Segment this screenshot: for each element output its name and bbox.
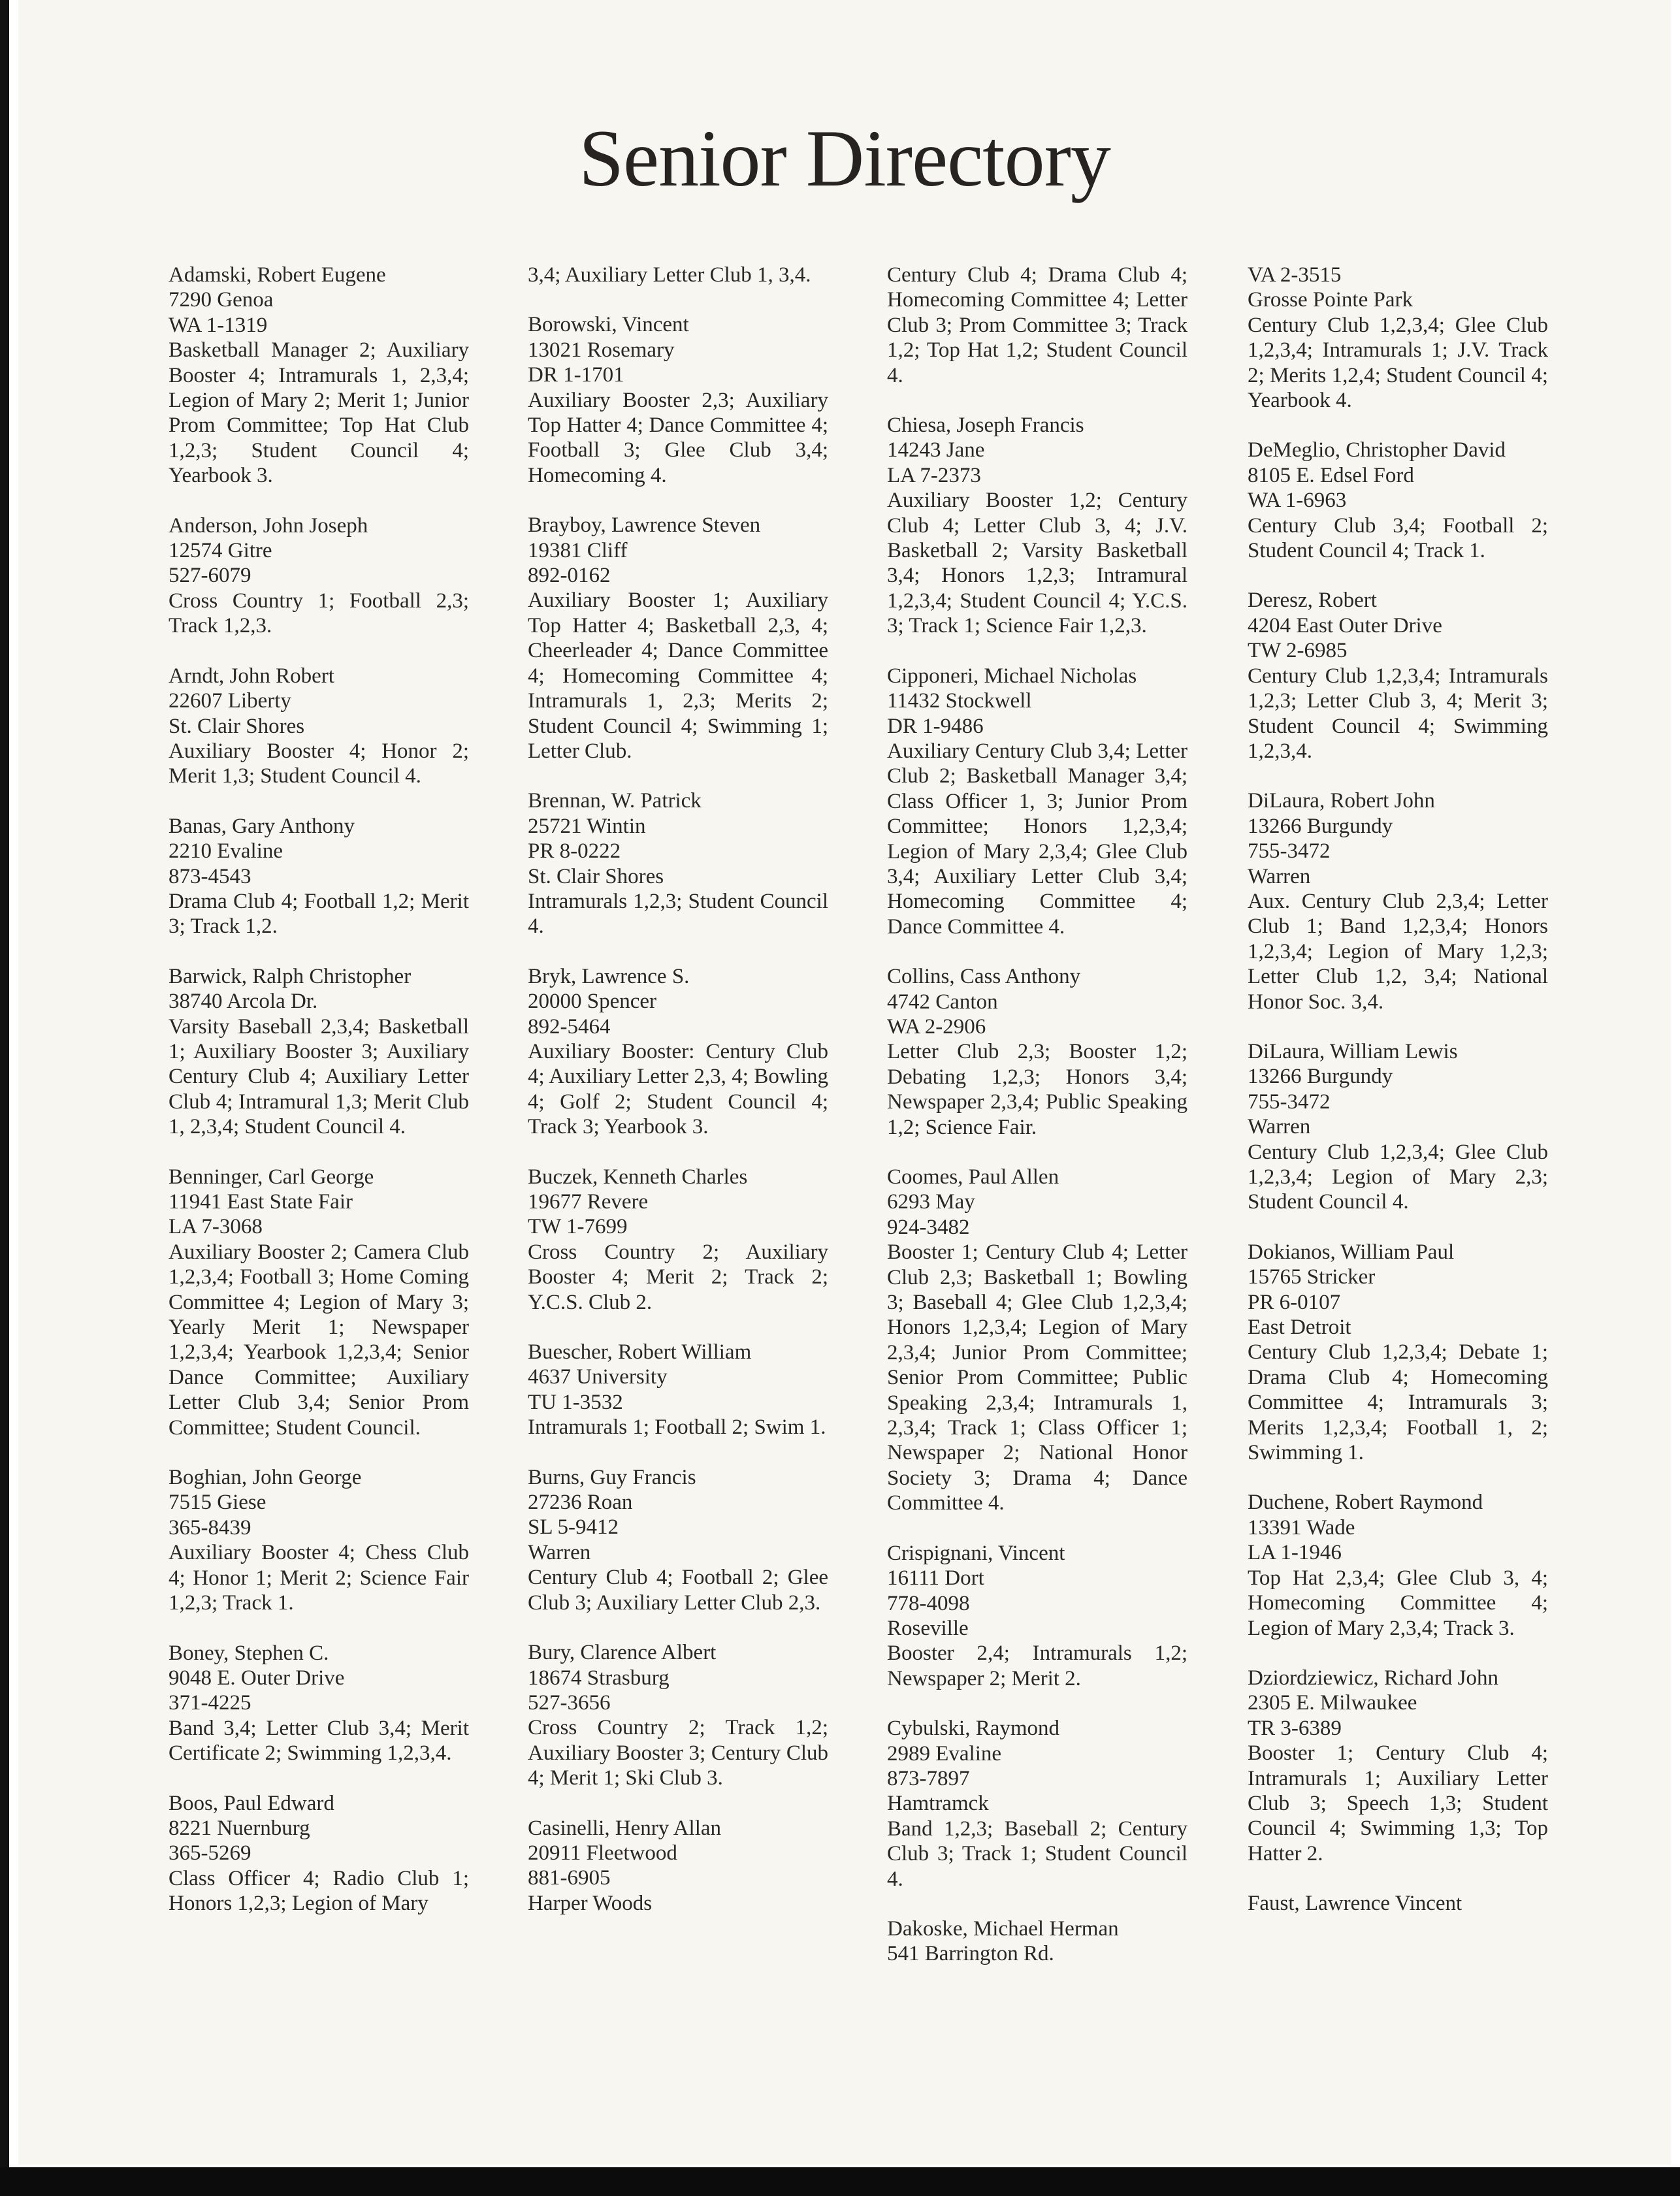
- student-name: Buescher, Robert William: [528, 1340, 752, 1364]
- student-name: Deresz, Robert: [1248, 589, 1377, 613]
- student-name: Boghian, John George: [169, 1466, 362, 1490]
- contact-line: TW 1-7699: [528, 1215, 628, 1239]
- student-name: Adamski, Robert Eugene: [169, 263, 386, 287]
- directory-entry: [528, 1816, 828, 1916]
- contact-line: Harper Woods: [528, 1891, 653, 1915]
- contact-line: 7290 Genoa: [169, 288, 274, 312]
- contact-line: 9048 E. Outer Drive: [169, 1666, 345, 1690]
- student-name: Bury, Clarence Albert: [528, 1641, 717, 1665]
- activities-text: Varsity Baseball 2,3,4; Basketball 1; Auxiliary Booster 3; Auxiliary Century Club 4; Auxiliary Letter Club 4; Intramural 1,3; Merit Club 1, 2,3,4; Student Council 4.: [169, 1014, 469, 1139]
- directory-entry: [1248, 263, 1548, 413]
- student-name: Collins, Cass Anthony: [887, 965, 1081, 989]
- contact-line: St. Clair Shores: [528, 864, 664, 888]
- contact-line: Warren: [528, 1540, 591, 1564]
- contact-line: 18674 Strasburg: [528, 1666, 670, 1690]
- contact-line: 892-0162: [528, 564, 611, 588]
- contact-line: 755-3472: [1248, 1090, 1331, 1114]
- contact-line: 892-5464: [528, 1014, 611, 1039]
- activities-text: Auxiliary Booster 1,2; Century Club 4; Letter Club 3, 4; J.V. Basketball 2; Varsity Basketball 3,4; Honors 1,2,3; Intramural 1,2,3,4; Student Council 4; Y.C.S. 3; Track 1; Science Fair 1,2,3.: [887, 489, 1187, 638]
- contact-line: 2210 Evaline: [169, 839, 283, 864]
- activities-text: Intramurals 1; Football 2; Swim 1.: [528, 1415, 826, 1440]
- student-name: Dziordziewicz, Richard John: [1248, 1666, 1498, 1690]
- contact-line: 2989 Evaline: [887, 1741, 1002, 1766]
- directory-entry: [1248, 1240, 1548, 1466]
- contact-line: 20000 Spencer: [528, 990, 657, 1014]
- contact-line: 7515 Giese: [169, 1491, 267, 1515]
- activities-text: Auxiliary Booster: Century Club 4; Auxiliary Letter 2,3, 4; Bowling 4; Golf 2; Student Council 4; Track 3; Yearbook 3.: [528, 1039, 828, 1139]
- directory-entry: [169, 1165, 469, 1440]
- contact-line: 365-8439: [169, 1515, 251, 1540]
- student-name: Borowski, Vincent: [528, 313, 689, 337]
- contact-line: 8221 Nuernburg: [169, 1816, 310, 1840]
- contact-line: DR 1-1701: [528, 363, 624, 387]
- activities-text: Century Club 1,2,3,4; Glee Club 1,2,3,4; Intramurals 1; J.V. Track 2; Merits 1,2,4; Student Council 4; Yearbook 4.: [1248, 313, 1548, 413]
- directory-entry: [887, 1716, 1187, 1892]
- contact-line: 4742 Canton: [887, 990, 998, 1014]
- student-name: Bryk, Lawrence S.: [528, 964, 690, 988]
- activities-text: Century Club 4; Drama Club 4; Homecoming Committee 4; Letter Club 3; Prom Committee 3; Track 1,2; Top Hat 1,2; Student Council 4.: [887, 263, 1187, 387]
- activities-text: Auxiliary Century Club 3,4; Letter Club 2; Basketball Manager 3,4; Class Officer 1, 3; Junior Prom Committee; Honors 1,2,3,4; Legion of Mary 2,3,4; Glee Club 3,4; Auxiliary Letter Club 3,4; Homecoming Committee 4; Dance Committee 4.: [887, 739, 1187, 939]
- contact-line: 924-3482: [887, 1215, 970, 1239]
- directory-entry: [1248, 438, 1548, 563]
- contact-line: 873-4543: [169, 864, 251, 888]
- directory-entry: [169, 814, 469, 939]
- student-name: Brennan, W. Patrick: [528, 789, 702, 813]
- activities-text: Band 3,4; Letter Club 3,4; Merit Certificate 2; Swimming 1,2,3,4.: [169, 1716, 469, 1766]
- activities-text: Century Club 1,2,3,4; Debate 1; Drama Club 4; Homecoming Committee 4; Intramurals 3; Merits 1,2,3,4; Football 1, 2; Swimming 1.: [1248, 1340, 1548, 1465]
- contact-line: 11941 East State Fair: [169, 1190, 353, 1214]
- activities-text: Drama Club 4; Football 1,2; Merit 3; Track 1,2.: [169, 889, 469, 939]
- contact-line: 20911 Fleetwood: [528, 1841, 677, 1865]
- directory-entry: [1248, 1039, 1548, 1215]
- activities-text: Aux. Century Club 2,3,4; Letter Club 1; Band 1,2,3,4; Honors 1,2,3,4; Legion of Mary 1,2,3; Letter Club 1,2, 3,4; National Honor Soc. 3,4.: [1248, 889, 1548, 1014]
- directory-entry: [169, 1791, 469, 1916]
- directory-entry: [169, 664, 469, 789]
- contact-line: 4204 East Outer Drive: [1248, 613, 1442, 638]
- contact-line: 6293 May: [887, 1190, 975, 1214]
- student-name: Dokianos, William Paul: [1248, 1240, 1455, 1264]
- contact-line: LA 1-1946: [1248, 1541, 1342, 1565]
- contact-line: 13266 Burgundy: [1248, 814, 1393, 838]
- activities-text: Century Club 4; Football 2; Glee Club 3; Auxiliary Letter Club 2,3.: [528, 1566, 828, 1615]
- contact-line: LA 7-2373: [887, 463, 981, 487]
- student-name: Duchene, Robert Raymond: [1248, 1491, 1483, 1515]
- directory-entry: [528, 788, 828, 939]
- contact-line: SL 5-9412: [528, 1515, 619, 1540]
- activities-text: Booster 1; Century Club 4; Letter Club 2,3; Basketball 1; Bowling 3; Baseball 4; Glee Club 1,2,3,4; Honors 1,2,3,4; Legion of Mary 2,3,4; Junior Prom Committee; Senior Prom Committee; Public Speaking 2,3,4; Intramurals 1, 2,3,4; Track 1; Class Officer 1; Newspaper 2; National Honor Society 3; Drama 4; Dance Committee 4.: [887, 1240, 1187, 1515]
- contact-line: 27236 Roan: [528, 1491, 633, 1515]
- student-name: Benninger, Carl George: [169, 1165, 374, 1189]
- contact-line: PR 8-0222: [528, 839, 621, 864]
- directory-entry: [169, 1641, 469, 1766]
- activities-text: Class Officer 4; Radio Club 1; Honors 1,2,3; Legion of Mary: [169, 1866, 469, 1916]
- student-name: Anderson, John Joseph: [169, 513, 368, 538]
- contact-line: 16111 Dort: [887, 1566, 984, 1590]
- contact-line: 38740 Arcola Dr.: [169, 990, 318, 1014]
- activities-text: Top Hat 2,3,4; Glee Club 3, 4; Homecoming Committee 4; Legion of Mary 2,3,4; Track 3.: [1248, 1566, 1548, 1640]
- student-name: Faust, Lawrence Vincent: [1248, 1892, 1462, 1916]
- student-name: Dakoske, Michael Herman: [887, 1916, 1119, 1941]
- contact-line: LA 7-3068: [169, 1215, 263, 1239]
- student-name: Barwick, Ralph Christopher: [169, 964, 412, 988]
- activities-text: Basketball Manager 2; Auxiliary Booster 4; Intramurals 1, 2,3,4; Legion of Mary 2; Merit 1; Junior Prom Committee; Top Hat Club 1,2,3; Student Council 4; Yearbook 3.: [169, 338, 469, 488]
- contact-line: VA 2-3515: [1248, 263, 1342, 287]
- activities-text: Booster 1; Century Club 4; Intramurals 1; Auxiliary Letter Club 3; Speech 1,3; Student Council 4; Swimming 1,3; Top Hatter 2.: [1248, 1741, 1548, 1865]
- contact-line: 22607 Liberty: [169, 689, 291, 713]
- directory-entry: [528, 964, 828, 1140]
- directory-entry: [528, 513, 828, 764]
- directory-column-1: [169, 263, 469, 1941]
- contact-line: Warren: [1248, 864, 1311, 888]
- directory-entry: [887, 664, 1187, 939]
- contact-line: 527-6079: [169, 564, 251, 588]
- student-name: Banas, Gary Anthony: [169, 814, 355, 838]
- activities-text: Century Club 1,2,3,4; Glee Club 1,2,3,4; Legion of Mary 2,3; Student Council 4.: [1248, 1140, 1548, 1214]
- activities-text: Cross Country 2; Auxiliary Booster 4; Merit 2; Track 2; Y.C.S. Club 2.: [528, 1240, 828, 1314]
- contact-line: 541 Barrington Rd.: [887, 1942, 1054, 1966]
- contact-line: TU 1-3532: [528, 1390, 623, 1414]
- contact-line: 13021 Rosemary: [528, 338, 675, 362]
- directory-entry: [169, 263, 469, 489]
- contact-line: Grosse Pointe Park: [1248, 288, 1413, 312]
- contact-line: 881-6905: [528, 1866, 611, 1890]
- contact-line: 873-7897: [887, 1766, 970, 1790]
- scan-border-left: [0, 0, 9, 2196]
- directory-entry: [528, 1640, 828, 1790]
- directory-entry: [1248, 588, 1548, 764]
- activities-text: Cross Country 1; Football 2,3; Track 1,2,3.: [169, 589, 469, 638]
- contact-line: St. Clair Shores: [169, 714, 305, 738]
- directory-column-3: [887, 263, 1187, 1992]
- student-name: Arndt, John Robert: [169, 664, 334, 688]
- directory-entry: [1248, 788, 1548, 1014]
- directory-entry: [528, 1165, 828, 1315]
- directory-entry: [887, 1916, 1187, 1967]
- activities-text: 3,4; Auxiliary Letter Club 1, 3,4.: [528, 263, 811, 287]
- contact-line: 778-4098: [887, 1591, 970, 1615]
- directory-entry: [528, 1340, 828, 1440]
- student-name: Boos, Paul Edward: [169, 1791, 334, 1815]
- contact-line: 755-3472: [1248, 839, 1331, 864]
- page-title: Senior Directory: [579, 114, 1110, 203]
- contact-line: 25721 Wintin: [528, 814, 646, 838]
- contact-line: WA 2-2906: [887, 1014, 986, 1039]
- student-name: Crispignani, Vincent: [887, 1541, 1065, 1565]
- contact-line: 4637 University: [528, 1365, 668, 1389]
- student-name: Boney, Stephen C.: [169, 1641, 329, 1665]
- contact-line: 12574 Gitre: [169, 539, 272, 563]
- contact-line: 15765 Stricker: [1248, 1265, 1376, 1289]
- activities-text: Auxiliary Booster 2,3; Auxiliary Top Hatter 4; Dance Committee 4; Football 3; Glee Club 3,4; Homecoming 4.: [528, 388, 828, 487]
- directory-entry: [169, 964, 469, 1140]
- directory-entry: [1248, 1666, 1548, 1866]
- contact-line: 13391 Wade: [1248, 1515, 1355, 1540]
- directory-column-4: [1248, 263, 1548, 1941]
- activities-text: Auxiliary Booster 4; Chess Club 4; Honor 1; Merit 2; Science Fair 1,2,3; Track 1.: [169, 1541, 469, 1615]
- directory-entry: [887, 413, 1187, 639]
- directory-entry: [528, 312, 828, 488]
- contact-line: PR 6-0107: [1248, 1290, 1341, 1314]
- directory-page: [18, 0, 1671, 2165]
- student-name: DeMeglio, Christopher David: [1248, 438, 1506, 462]
- contact-line: 527-3656: [528, 1690, 611, 1715]
- contact-line: 14243 Jane: [887, 438, 985, 462]
- activities-text: Auxiliary Booster 1; Auxiliary Top Hatter 4; Basketball 2,3, 4; Cheerleader 4; Dance Committee 4; Homecoming Committee 4; Intramurals 1, 2,3; Merits 2; Student Council 4; Swimming 1; Letter Club.: [528, 589, 828, 763]
- contact-line: 19677 Revere: [528, 1190, 649, 1214]
- contact-line: 8105 E. Edsel Ford: [1248, 463, 1414, 487]
- contact-line: 13266 Burgundy: [1248, 1065, 1393, 1089]
- contact-line: East Detroit: [1248, 1316, 1351, 1340]
- contact-line: 11432 Stockwell: [887, 689, 1032, 713]
- contact-line: DR 1-9486: [887, 714, 984, 738]
- directory-entry: [1248, 1490, 1548, 1640]
- directory-entry: [887, 1541, 1187, 1691]
- contact-line: 371-4225: [169, 1691, 251, 1715]
- directory-entry: [169, 1465, 469, 1615]
- activities-text: Letter Club 2,3; Booster 1,2; Debating 1,2,3; Honors 3,4; Newspaper 2,3,4; Public Speaking 1,2; Science Fair.: [887, 1040, 1187, 1139]
- student-name: Casinelli, Henry Allan: [528, 1816, 722, 1840]
- student-name: Buczek, Kenneth Charles: [528, 1165, 748, 1189]
- contact-line: 365-5269: [169, 1841, 251, 1865]
- contact-line: 19381 Cliff: [528, 538, 628, 562]
- student-name: DiLaura, William Lewis: [1248, 1039, 1458, 1063]
- directory-entry: [887, 964, 1187, 1140]
- student-name: Burns, Guy Francis: [528, 1465, 696, 1489]
- directory-entry: [887, 263, 1187, 388]
- directory-entry: [169, 513, 469, 639]
- directory-entry: [1248, 1891, 1548, 1916]
- contact-line: Warren: [1248, 1115, 1311, 1139]
- contact-line: TR 3-6389: [1248, 1716, 1342, 1740]
- contact-line: Hamtramck: [887, 1792, 989, 1816]
- contact-line: WA 1-6963: [1248, 489, 1347, 513]
- activities-text: Auxiliary Booster 2; Camera Club 1,2,3,4; Football 3; Home Coming Committee 4; Legion of Mary 3; Yearly Merit 1; Newspaper 1,2,3,4; Yearbook 1,2,3,4; Senior Dance Committee; Auxiliary Letter Club 3,4; Senior Prom Committee; Student Council.: [169, 1240, 469, 1440]
- contact-line: TW 2-6985: [1248, 639, 1348, 663]
- student-name: DiLaura, Robert John: [1248, 789, 1435, 813]
- scan-border-bottom: [0, 2167, 1680, 2196]
- activities-text: Band 1,2,3; Baseball 2; Century Club 3; Track 1; Student Council 4.: [887, 1817, 1187, 1891]
- activities-text: Cross Country 2; Track 1,2; Auxiliary Booster 3; Century Club 4; Merit 1; Ski Club 3.: [528, 1716, 828, 1790]
- activities-text: Intramurals 1,2,3; Student Council 4.: [528, 889, 828, 939]
- directory-entry: [887, 1165, 1187, 1516]
- activities-text: Century Club 3,4; Football 2; Student Council 4; Track 1.: [1248, 513, 1548, 563]
- student-name: Cybulski, Raymond: [887, 1717, 1060, 1741]
- student-name: Coomes, Paul Allen: [887, 1165, 1059, 1189]
- contact-line: WA 1-1319: [169, 313, 268, 337]
- activities-text: Auxiliary Booster 4; Honor 2; Merit 1,3; Student Council 4.: [169, 739, 469, 788]
- activities-text: Booster 2,4; Intramurals 1,2; Newspaper 2; Merit 2.: [887, 1641, 1187, 1690]
- directory-entry: [528, 1465, 828, 1615]
- directory-entry: [528, 263, 828, 287]
- student-name: Cipponeri, Michael Nicholas: [887, 664, 1137, 688]
- contact-line: Roseville: [887, 1616, 969, 1640]
- directory-column-2: [528, 263, 828, 1941]
- student-name: Chiesa, Joseph Francis: [887, 413, 1084, 438]
- activities-text: Century Club 1,2,3,4; Intramurals 1,2,3; Letter Club 3, 4; Merit 3; Student Council 4; Swimming 1,2,3,4.: [1248, 664, 1548, 763]
- student-name: Brayboy, Lawrence Steven: [528, 513, 761, 538]
- contact-line: 2305 E. Milwaukee: [1248, 1691, 1417, 1715]
